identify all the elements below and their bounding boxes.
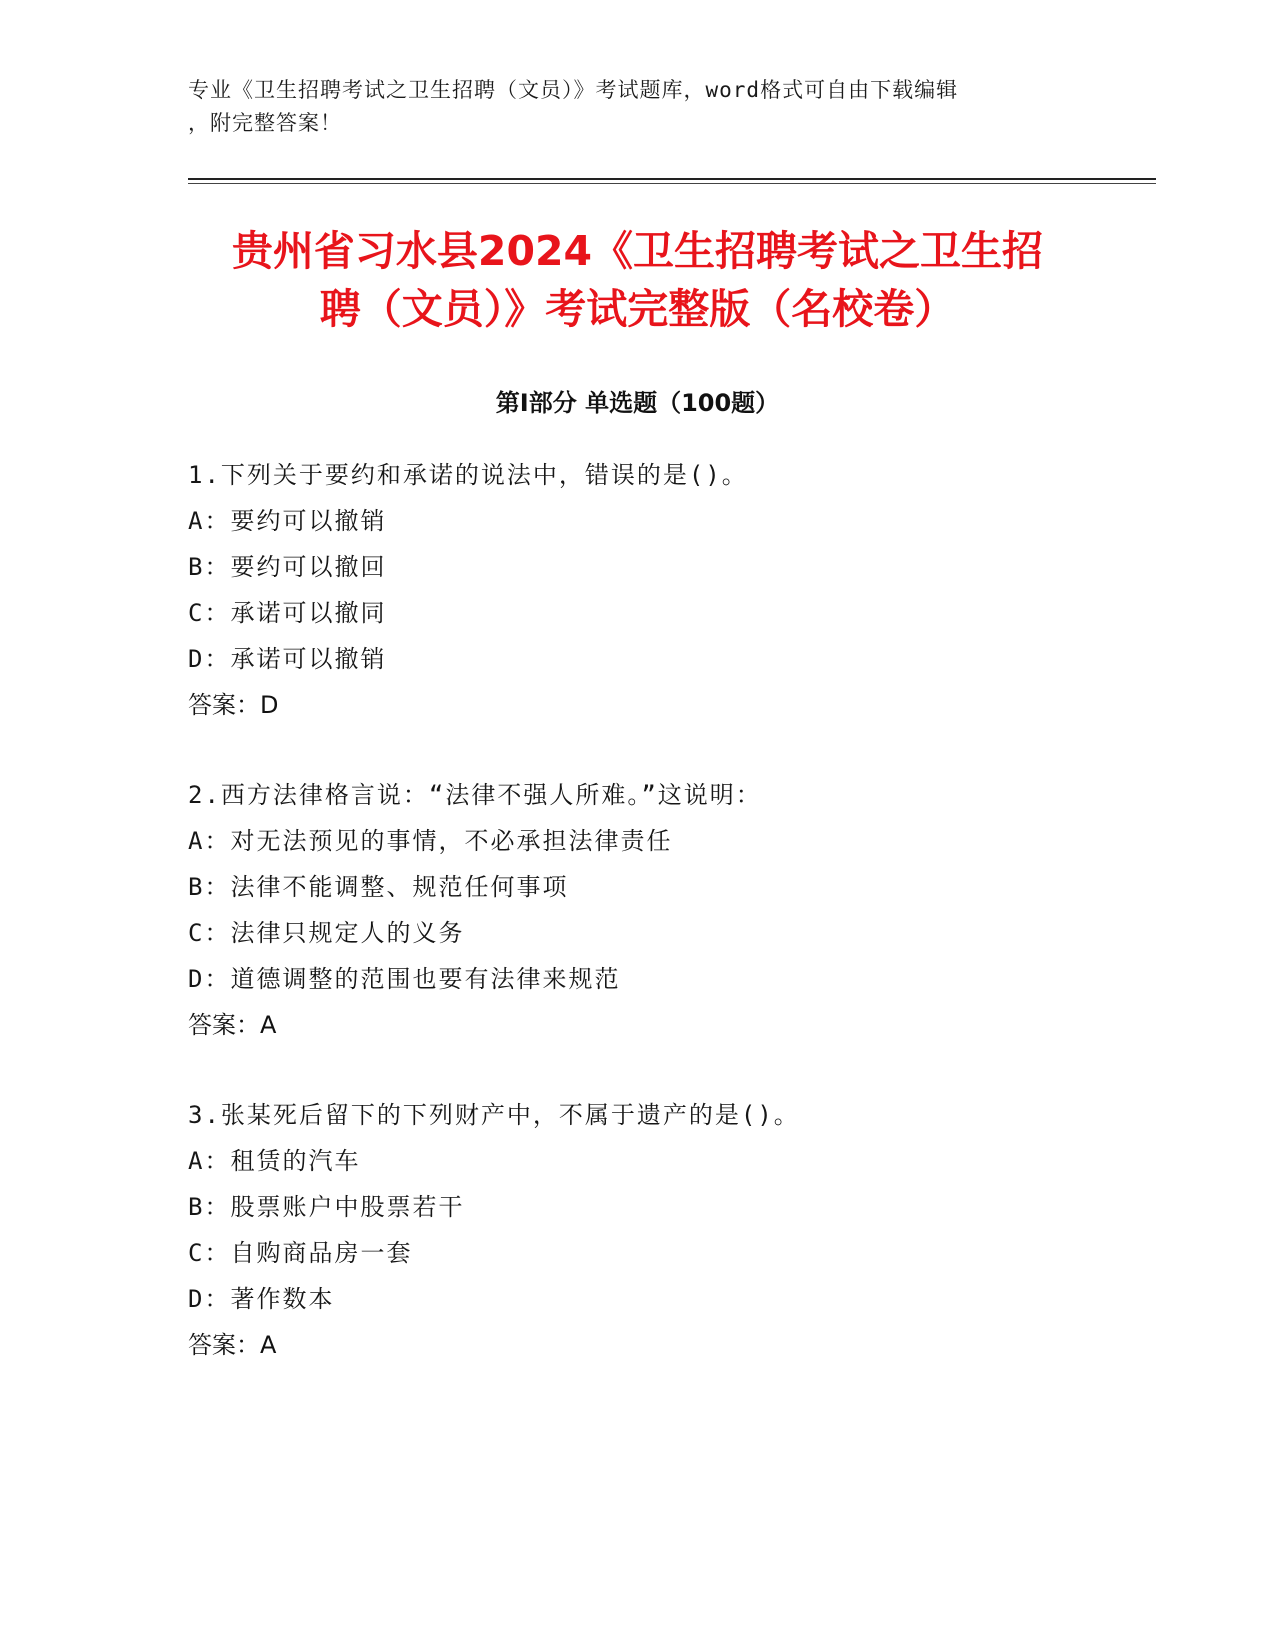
option-d: D：承诺可以撤销 xyxy=(188,645,387,673)
option-d: D：著作数本 xyxy=(188,1285,335,1313)
option-b: B：要约可以撤回 xyxy=(188,553,387,581)
header-divider-thick xyxy=(188,178,1156,180)
option-a: A：租赁的汽车 xyxy=(188,1147,361,1175)
option-a: A：对无法预见的事情，不必承担法律责任 xyxy=(188,827,673,855)
answer-line: 答案：A xyxy=(188,1011,277,1039)
header-note-line2: ，附完整答案！ xyxy=(188,111,342,135)
document-title xyxy=(160,222,1115,338)
option-a: A：要约可以撤销 xyxy=(188,507,387,535)
header-divider-thin xyxy=(188,183,1156,184)
option-b: B：股票账户中股票若干 xyxy=(188,1193,465,1221)
answer-line: 答案：A xyxy=(188,1331,277,1359)
option-c: C：法律只规定人的义务 xyxy=(188,919,465,947)
question-stem: 1.下列关于要约和承诺的说法中，错误的是()。 xyxy=(188,461,748,489)
header-note xyxy=(188,74,1088,140)
header-note-line1: 专业《卫生招聘考试之卫生招聘（文员）》考试题库，word格式可自由下载编辑 xyxy=(188,78,959,102)
option-d: D：道德调整的范围也要有法律来规范 xyxy=(188,965,621,993)
option-b: B：法律不能调整、规范任何事项 xyxy=(188,873,569,901)
section-title: 第Ⅰ部分 单选题（100题） xyxy=(495,389,780,417)
document-title-line1: 贵州省习水县2024《卫生招聘考试之卫生招 xyxy=(231,227,1044,275)
question-1 xyxy=(188,452,1138,728)
document-title-line2: 聘（文员）》考试完整版（名校卷） xyxy=(319,285,956,333)
question-2 xyxy=(188,772,1138,1048)
question-stem: 2.西方法律格言说：“法律不强人所难。”这说明： xyxy=(188,781,762,809)
option-c: C：自购商品房一套 xyxy=(188,1239,413,1267)
option-c: C：承诺可以撤同 xyxy=(188,599,387,627)
question-3 xyxy=(188,1092,1138,1368)
question-stem: 3.张某死后留下的下列财产中，不属于遗产的是()。 xyxy=(188,1101,800,1129)
answer-line: 答案：D xyxy=(188,691,279,719)
